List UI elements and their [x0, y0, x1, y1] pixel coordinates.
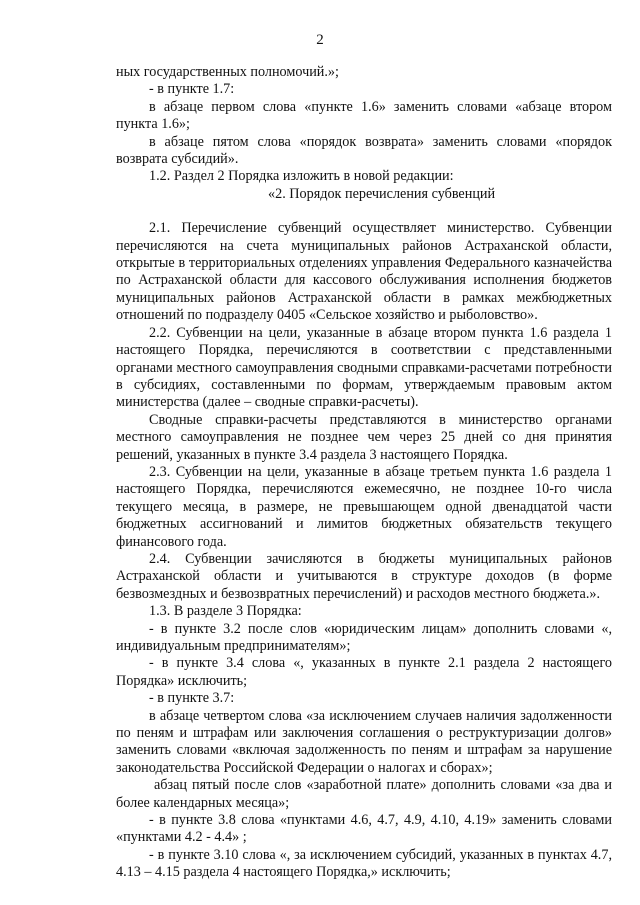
paragraph: - в пункте 3.8 слова «пунктами 4.6, 4.7, 4.9, 4.10, 4.19» заменить словами «пунктами 4.2 - 4.4» ; [116, 812, 612, 846]
paragraph: - в пункте 3.10 слова «, за исключением субсидий, указанных в пунктах 4.7, 4.13 – 4.15 раздела 4 настоящего Порядка,» исключить; [116, 846, 612, 881]
paragraph: 1.3. В разделе 3 Порядка: [149, 603, 302, 620]
page-number: 2 [316, 32, 324, 48]
paragraph: 2.4. Субвенции зачисляются в бюджеты муниципальных районов Астраханской области и учитываются в структуре доходов (в форме безвозмездных и безвозвратных перечислений) и расходов местного бюджета.». [116, 550, 612, 602]
paragraph: 2.3. Субвенции на цели, указанные в абзаце третьем пункта 1.6 раздела 1 настоящего Порядка, перечисляются ежемесячно, не позднее 10-го числа текущего месяца, в размере, не превышающем одной двенадцатой части бюджетных ассигнований и лимитов бюджетных обязательств текущего финансового года. [116, 463, 612, 550]
section-heading: «2. Порядок перечисления субвенций [268, 185, 496, 202]
spacer [116, 203, 612, 220]
paragraph: в абзаце первом слова «пункте 1.6» заменить словами «абзаце втором пункта 1.6»; [116, 98, 612, 133]
paragraph: в абзаце пятом слова «порядок возврата» заменить словами «порядок возврата субсидий». [116, 133, 612, 168]
paragraph: 2.2. Субвенции на цели, указанные в абзаце втором пункта 1.6 раздела 1 настоящего Порядка, перечисляются в соответствии с представленными органами местного самоуправления сводными справками-расчетами потребности в субсидиях, составленными по формам, утверждаемым правовым актом министерства (далее – сводные справки-расчеты). [116, 324, 612, 411]
paragraph: - в пункте 3.4 слова «, указанных в пункте 2.1 раздела 2 настоящего Порядка» исключить; [116, 655, 612, 689]
paragraph: - в пункте 3.7: [149, 690, 235, 707]
paragraph: 1.2. Раздел 2 Порядка изложить в новой редакции: [149, 168, 454, 185]
paragraph: 2.1. Перечисление субвенций осуществляет министерство. Субвенции перечисляются на счета муниципальных районов Астраханской области, открытые в территориальных отделениях управления Федерального казначейства по Астраханской области для кассового обслуживания исполнения бюджетов муниципальных районов Астраханской области в рамках межбюджетных отношений по подразделу 0405 «Сельское хозяйство и рыболовство». [116, 220, 612, 324]
paragraph: ных государственных полномочий.»; [116, 64, 339, 80]
paragraph: - в пункте 1.7: [149, 81, 235, 98]
paragraph: Сводные справки-расчеты представляются в министерство органами местного самоуправления не позднее чем через 25 дней со дня принятия решений, указанных в пункте 3.4 раздела 3 настоящего Порядка. [116, 411, 612, 463]
paragraph: в абзаце четвертом слова «за исключением случаев наличия задолженности по пеням и штрафам или заключения соглашения о реструктуризации долгов» заменить словами «включая задолженность по пеням и штрафам за нарушение законодательства Российской Федерации о налогах и сборах»; [116, 707, 612, 776]
paragraph: абзац пятый после слов «заработной плате» дополнить словами «за два и более календарных месяца»; [116, 777, 612, 811]
document-body [116, 64, 612, 882]
paragraph: - в пункте 3.2 после слов «юридическим лицам» дополнить словами «, индивидуальным предпринимателям»; [116, 620, 612, 654]
